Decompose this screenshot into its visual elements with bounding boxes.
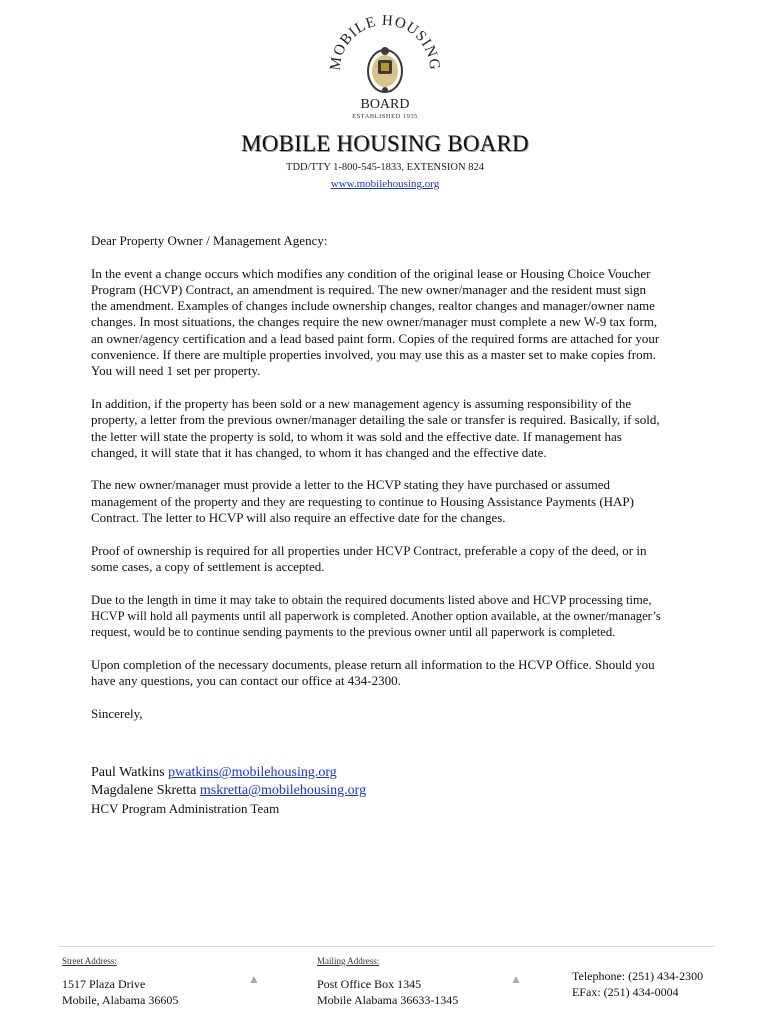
paragraph-lease-amendment: In the event a change occurs which modifies any condition of the original lease or Housing Choice Voucher Program (HCVP) Contract, an amendment is required. The new owner/manager and the resident must sign the amendment. Examples of changes include ownership changes, realtor changes and manager/owner name changes. In most situations, the changes require the new owner/manager must complete a new W-9 tax form, an owner/agency certification and a lead based paint form. Copies of the required forms are attached for your convenience. If there are multiple properties involved, you may use this as a master set to make copies from. You will need 1 set per property. — [91, 265, 660, 379]
paragraph-new-owner-letter: The new owner/manager must provide a letter to the HCVP stating they have purchased or assumed management of the property and they are requesting to continue to Housing Assistance Payments (HAP) Contract. The letter to HCVP will also require an effective date for the changes. — [91, 477, 634, 526]
paragraph-payment-hold: Due to the length in time it may take to obtain the required documents listed above and HCVP processing time, HCVP will hold all payments until all paperwork is completed. Another option available, at the owner/manager’s request, would be to continue sending payments to the previous owner until all paperwork is completed. — [91, 592, 661, 640]
letter-body — [91, 233, 661, 738]
paragraph-completion: Upon completion of the necessary documents, please return all information to the HCVP Office. Should you have any questions, you can contact our office at 434-2300. — [91, 656, 655, 689]
mailing-address-label: Mailing Address: — [317, 956, 380, 966]
footer-contact — [572, 968, 703, 1000]
triangle-separator-icon: ▲ — [510, 972, 522, 986]
mobile-housing-board-logo — [318, 8, 452, 120]
footer-divider — [58, 946, 714, 947]
paragraph-proof-of-ownership: Proof of ownership is required for all properties under HCVP Contract, preferable a copy of the deed, or in some cases, a copy of settlement is accepted. — [91, 542, 647, 574]
signature-block — [91, 764, 651, 818]
efax: EFax: (251) 434-0004 — [572, 985, 679, 999]
closing: Sincerely, — [91, 705, 143, 721]
telephone: Telephone: (251) 434-2300 — [572, 969, 704, 983]
signer-1 — [91, 764, 651, 782]
street-line-1: 1517 Plaza Drive — [62, 977, 146, 991]
signer-1-name: Paul Watkins — [91, 765, 165, 780]
mailing-line-1: Post Office Box 1345 — [317, 977, 422, 991]
salutation: Dear Property Owner / Management Agency: — [91, 233, 328, 248]
signer-2-name: Magdalene Skretta — [91, 783, 197, 798]
website-link[interactable]: www.mobilehousing.org — [330, 178, 440, 190]
organization-name: MOBILE HOUSING BOARD — [241, 131, 529, 156]
logo-bottom-text: BOARD — [360, 97, 410, 112]
footer-street-address — [62, 953, 178, 1008]
signer-2 — [91, 782, 651, 800]
signer-2-email-link[interactable]: mskretta@mobilehousing.org — [199, 783, 367, 798]
paragraph-sale-transfer: In addition, if the property has been sold or a new management agency is assuming responsibility of the property, a letter from the previous owner/manager detailing the sale or transfer is required. Basically, if sold, the letter will state the property is sold, to whom it was sold and the effective date. If management has changed, it will state that it has changed, to whom it has changed and the effective date. — [91, 395, 660, 460]
mailing-line-2: Mobile Alabama 36633-1345 — [317, 993, 459, 1007]
street-line-2: Mobile, Alabama 36605 — [62, 993, 179, 1007]
tdd-tty-line: TDD/TTY 1-800-545-1833, EXTENSION 824 — [286, 162, 484, 173]
street-address-label: Street Address: — [62, 956, 117, 966]
logo-top-text: MOBILE HOUSING — [327, 12, 443, 72]
team-name: HCV Program Administration Team — [91, 801, 280, 816]
triangle-separator-icon: ▲ — [248, 972, 260, 986]
signer-1-email-link[interactable]: pwatkins@mobilehousing.org — [168, 765, 337, 780]
footer-mailing-address — [317, 953, 458, 1008]
logo-established-text: ESTABLISHED 1935 — [352, 113, 418, 120]
